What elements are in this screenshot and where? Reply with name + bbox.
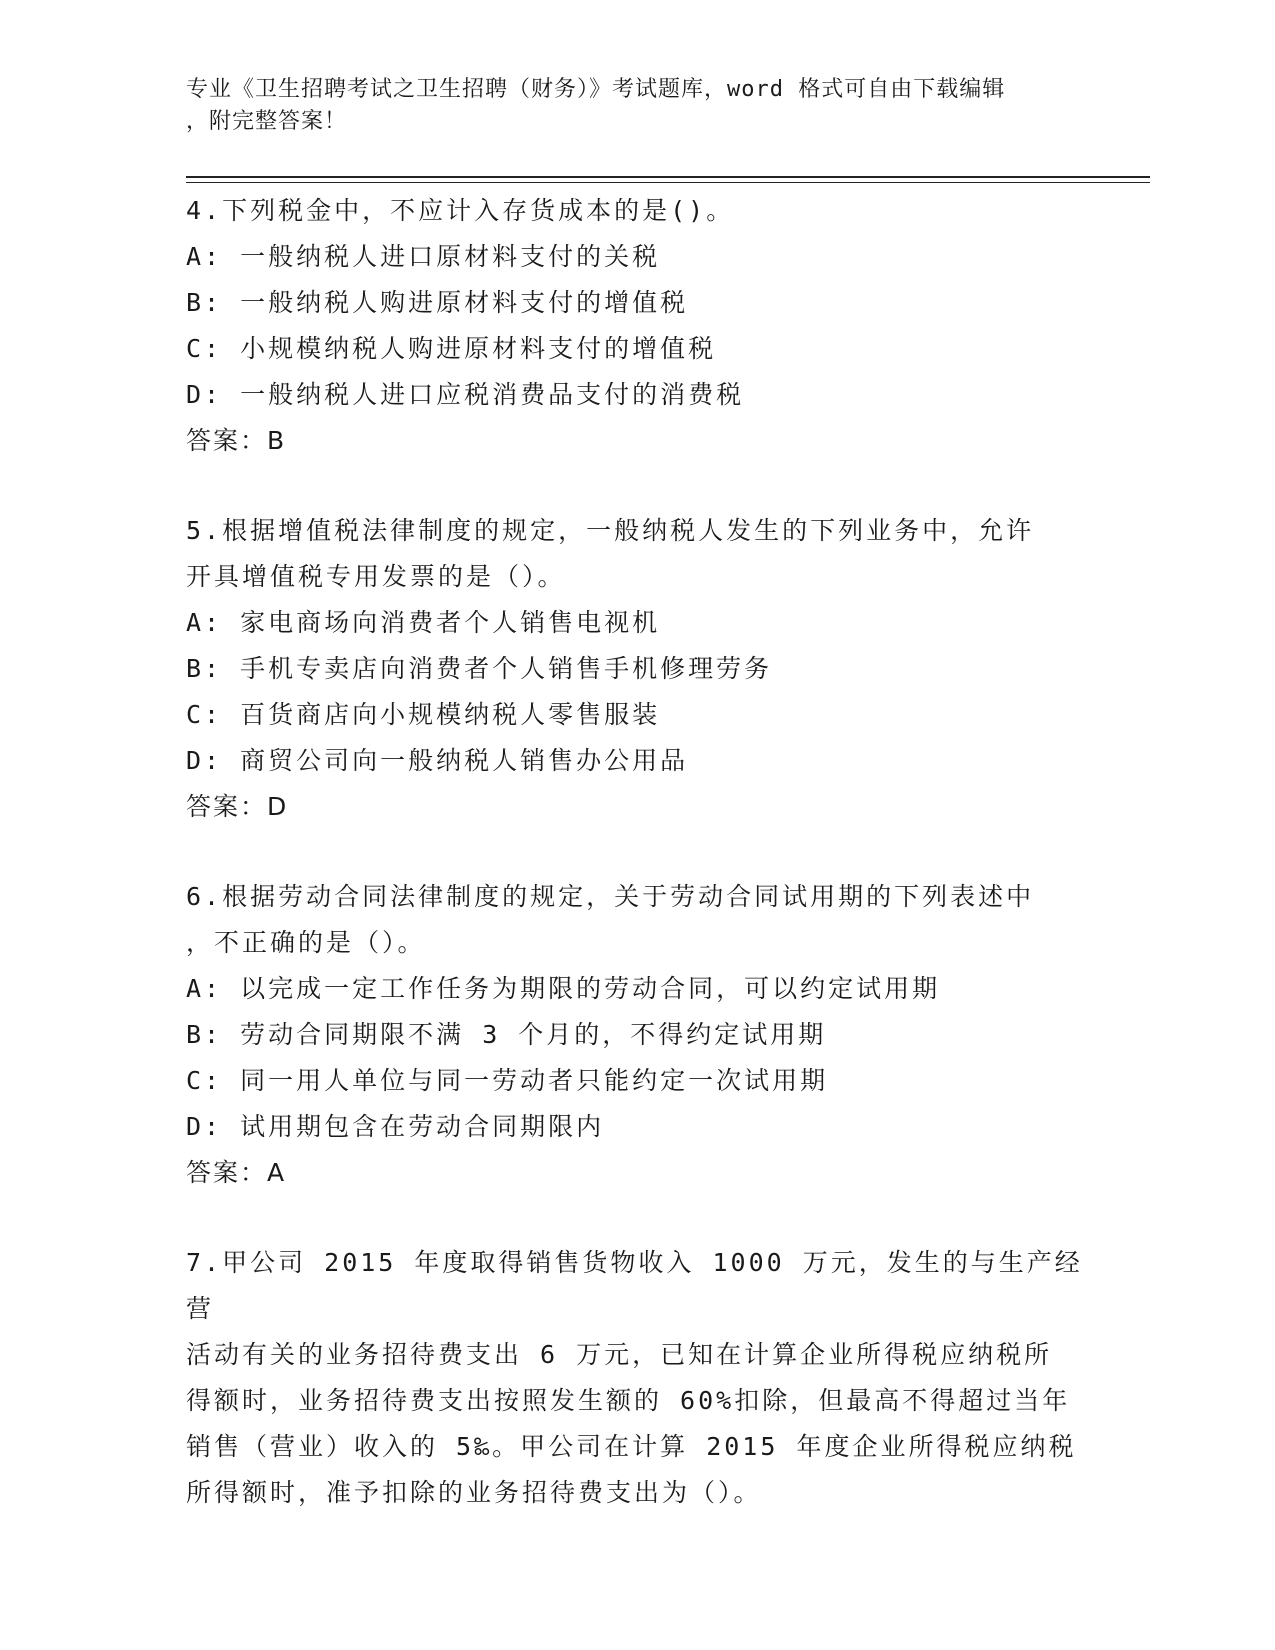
question-line: 活动有关的业务招待费支出 6 万元，已知在计算企业所得税应纳税所 (186, 1340, 1053, 1369)
answer-label: 答案：B (186, 426, 287, 455)
answer-label: 答案：A (186, 1158, 287, 1187)
question-7 (186, 1240, 1086, 1516)
question-line: ，不正确的是（）。 (186, 928, 426, 957)
option-b: B: 一般纳税人购进原材料支付的增值税 (186, 288, 689, 317)
question-line: 6.根据劳动合同法律制度的规定，关于劳动合同试用期的下列表述中 (186, 882, 1035, 911)
option-a: A: 一般纳税人进口原材料支付的关税 (186, 242, 661, 271)
question-text (186, 1240, 1086, 1516)
option-d: D: 商贸公司向一般纳税人销售办公用品 (186, 746, 689, 775)
header-divider-thick (186, 176, 1150, 178)
question-line: 7.甲公司 2015 年度取得销售货物收入 1000 万元，发生的与生产经营 (186, 1248, 1083, 1323)
question-text (186, 508, 1086, 600)
option-d: D: 试用期包含在劳动合同期限内 (186, 1112, 605, 1141)
question-line: 5.根据增值税法律制度的规定，一般纳税人发生的下列业务中，允许 (186, 516, 1035, 545)
option-a: A: 以完成一定工作任务为期限的劳动合同，可以约定试用期 (186, 974, 941, 1003)
question-text (186, 188, 1086, 234)
question-6 (186, 874, 1086, 1196)
question-list (186, 188, 1086, 1560)
question-5 (186, 508, 1086, 830)
header-divider-thin (186, 182, 1150, 183)
option-c: C: 同一用人单位与同一劳动者只能约定一次试用期 (186, 1066, 829, 1095)
document-header (186, 74, 1066, 138)
question-line: 销售（营业）收入的 5‰。甲公司在计算 2015 年度企业所得税应纳税 (186, 1432, 1077, 1461)
answer-label: 答案：D (186, 792, 289, 821)
question-text (186, 874, 1086, 966)
option-c: C: 百货商店向小规模纳税人零售服装 (186, 700, 661, 729)
option-a: A: 家电商场向消费者个人销售电视机 (186, 608, 661, 637)
option-b: B: 劳动合同期限不满 3 个月的，不得约定试用期 (186, 1020, 827, 1049)
question-line: 开具增值税专用发票的是（）。 (186, 562, 566, 591)
option-b: B: 手机专卖店向消费者个人销售手机修理劳务 (186, 654, 773, 683)
question-line: 4.下列税金中，不应计入存货成本的是()。 (186, 196, 735, 225)
header-line-2: ，附完整答案！ (186, 109, 348, 134)
option-c: C: 小规模纳税人购进原材料支付的增值税 (186, 334, 717, 363)
question-line: 得额时，业务招待费支出按照发生额的 60%扣除，但最高不得超过当年 (186, 1386, 1071, 1415)
option-d: D: 一般纳税人进口应税消费品支付的消费税 (186, 380, 745, 409)
header-line-1: 专业《卫生招聘考试之卫生招聘（财务）》考试题库，word 格式可自由下载编辑 (186, 77, 1006, 102)
question-line: 所得额时，准予扣除的业务招待费支出为（）。 (186, 1478, 762, 1507)
question-4 (186, 188, 1086, 464)
